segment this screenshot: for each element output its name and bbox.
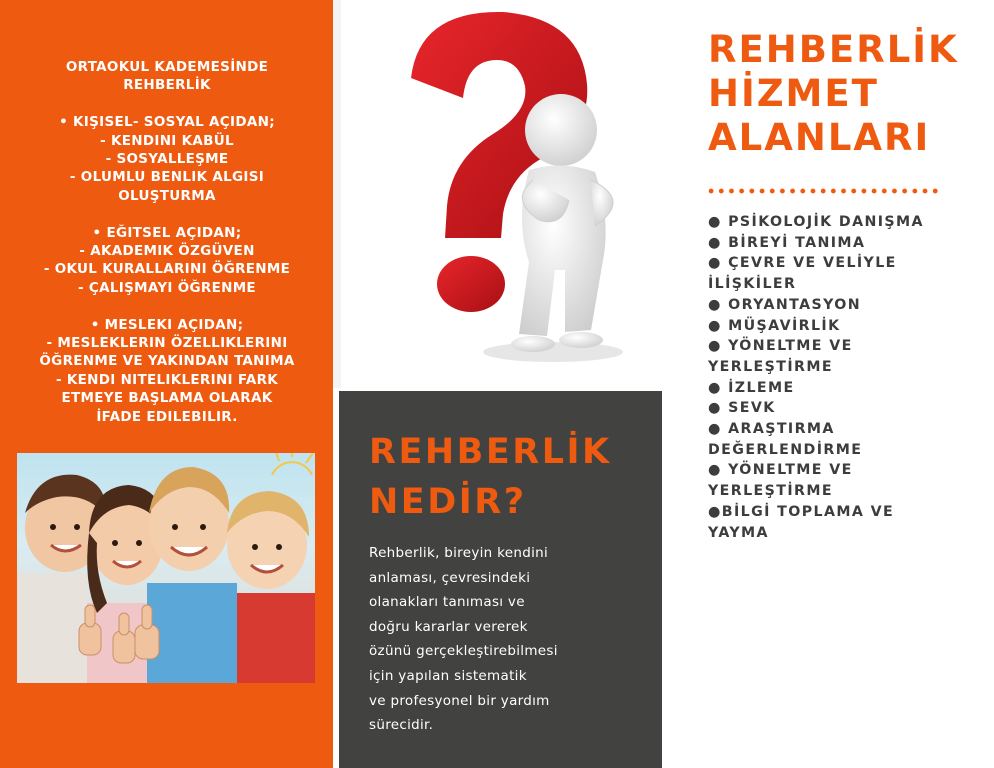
question-mark-icon (333, 0, 663, 388)
left-line: ORTAOKUL KADEMESİNDE (65, 59, 269, 75)
service-item: ● PSİKOLOJİK DANIŞMA (708, 214, 924, 230)
services-title-line: ALANLARI (708, 116, 931, 159)
children-illustration (17, 453, 315, 683)
left-line: REHBERLİK (123, 77, 211, 94)
left-line: - KENDI NITELIKLERINI FARK (55, 371, 279, 388)
left-line: - SOSYALLEŞME (105, 151, 229, 168)
definition-panel (339, 391, 662, 768)
definition-title-line: NEDİR? (369, 482, 527, 522)
service-item: ● BİREYİ TANIMA (708, 234, 866, 251)
left-line: • KIŞISEL- SOSYAL AÇIDAN; (59, 114, 275, 131)
left-line: İFADE EDILEBILIR. (96, 408, 238, 425)
service-item: ● ORYANTASYON (708, 296, 861, 313)
children-photo (17, 453, 315, 683)
left-line: - AKADEMIK ÖZGÜVEN (79, 243, 255, 260)
service-item: YERLEŞTİRME (708, 358, 833, 375)
left-line: • EĞITSEL AÇIDAN; (92, 224, 242, 241)
service-item: ● YÖNELTME VE (708, 462, 853, 479)
services-title-line: HİZMET (708, 72, 879, 115)
services-list (708, 212, 988, 543)
service-item: ● ARAŞTIRMA (708, 421, 835, 438)
services-title (708, 28, 959, 160)
service-item: ● İZLEME (708, 379, 795, 396)
dotted-divider (706, 187, 942, 195)
definition-line: olanakları tanıması ve (369, 594, 525, 611)
left-line: - OKUL KURALLARINI ÖĞRENME (43, 261, 291, 278)
definition-line: ve profesyonel bir yardım (369, 692, 550, 709)
service-item: ● ÇEVRE VE VELİYLE (708, 255, 897, 272)
service-item: ●BİLGİ TOPLAMA VE (708, 503, 895, 520)
definition-title (369, 427, 612, 527)
left-line: - ÇALIŞMAYI ÖĞRENME (78, 279, 256, 296)
services-title-line: REHBERLİK (708, 28, 959, 71)
service-item: İLİŞKİLER (708, 276, 797, 293)
definition-line: için yapılan sistematik (369, 667, 527, 684)
left-panel-text (8, 58, 326, 426)
left-line: - MESLEKLERIN ÖZELLIKLERINI (46, 335, 288, 352)
service-item: DEĞERLENDİRME (708, 441, 863, 458)
service-item: YAYMA (708, 524, 769, 541)
definition-title-line: REHBERLİK (369, 432, 612, 472)
left-line: ETMEYE BAŞLAMA OLARAK (61, 390, 273, 407)
definition-line: anlaması, çevresindeki (369, 569, 531, 586)
definition-line: doğru kararlar vererek (369, 618, 528, 635)
service-item: YERLEŞTİRME (708, 483, 833, 500)
service-item: ● MÜŞAVİRLİK (708, 317, 841, 334)
service-item: ● YÖNELTME VE (708, 338, 853, 355)
left-line: - OLUMLU BENLIK ALGISI (69, 169, 265, 186)
definition-line: özünü gerçekleştirebilmesi (369, 643, 558, 660)
left-panel (0, 0, 333, 768)
service-item: ● SEVK (708, 400, 776, 417)
left-line: OLUŞTURMA (118, 187, 216, 204)
question-mark-image (333, 0, 663, 388)
definition-line: Rehberlik, bireyin kendini (369, 545, 549, 561)
left-line: - KENDINI KABÜL (100, 132, 234, 149)
left-line: • MESLEKI AÇIDAN; (90, 316, 244, 333)
left-line: ÖĞRENME VE YAKINDAN TANIMA (39, 353, 295, 370)
definition-body (369, 541, 639, 738)
definition-line: sürecidir. (369, 717, 434, 734)
